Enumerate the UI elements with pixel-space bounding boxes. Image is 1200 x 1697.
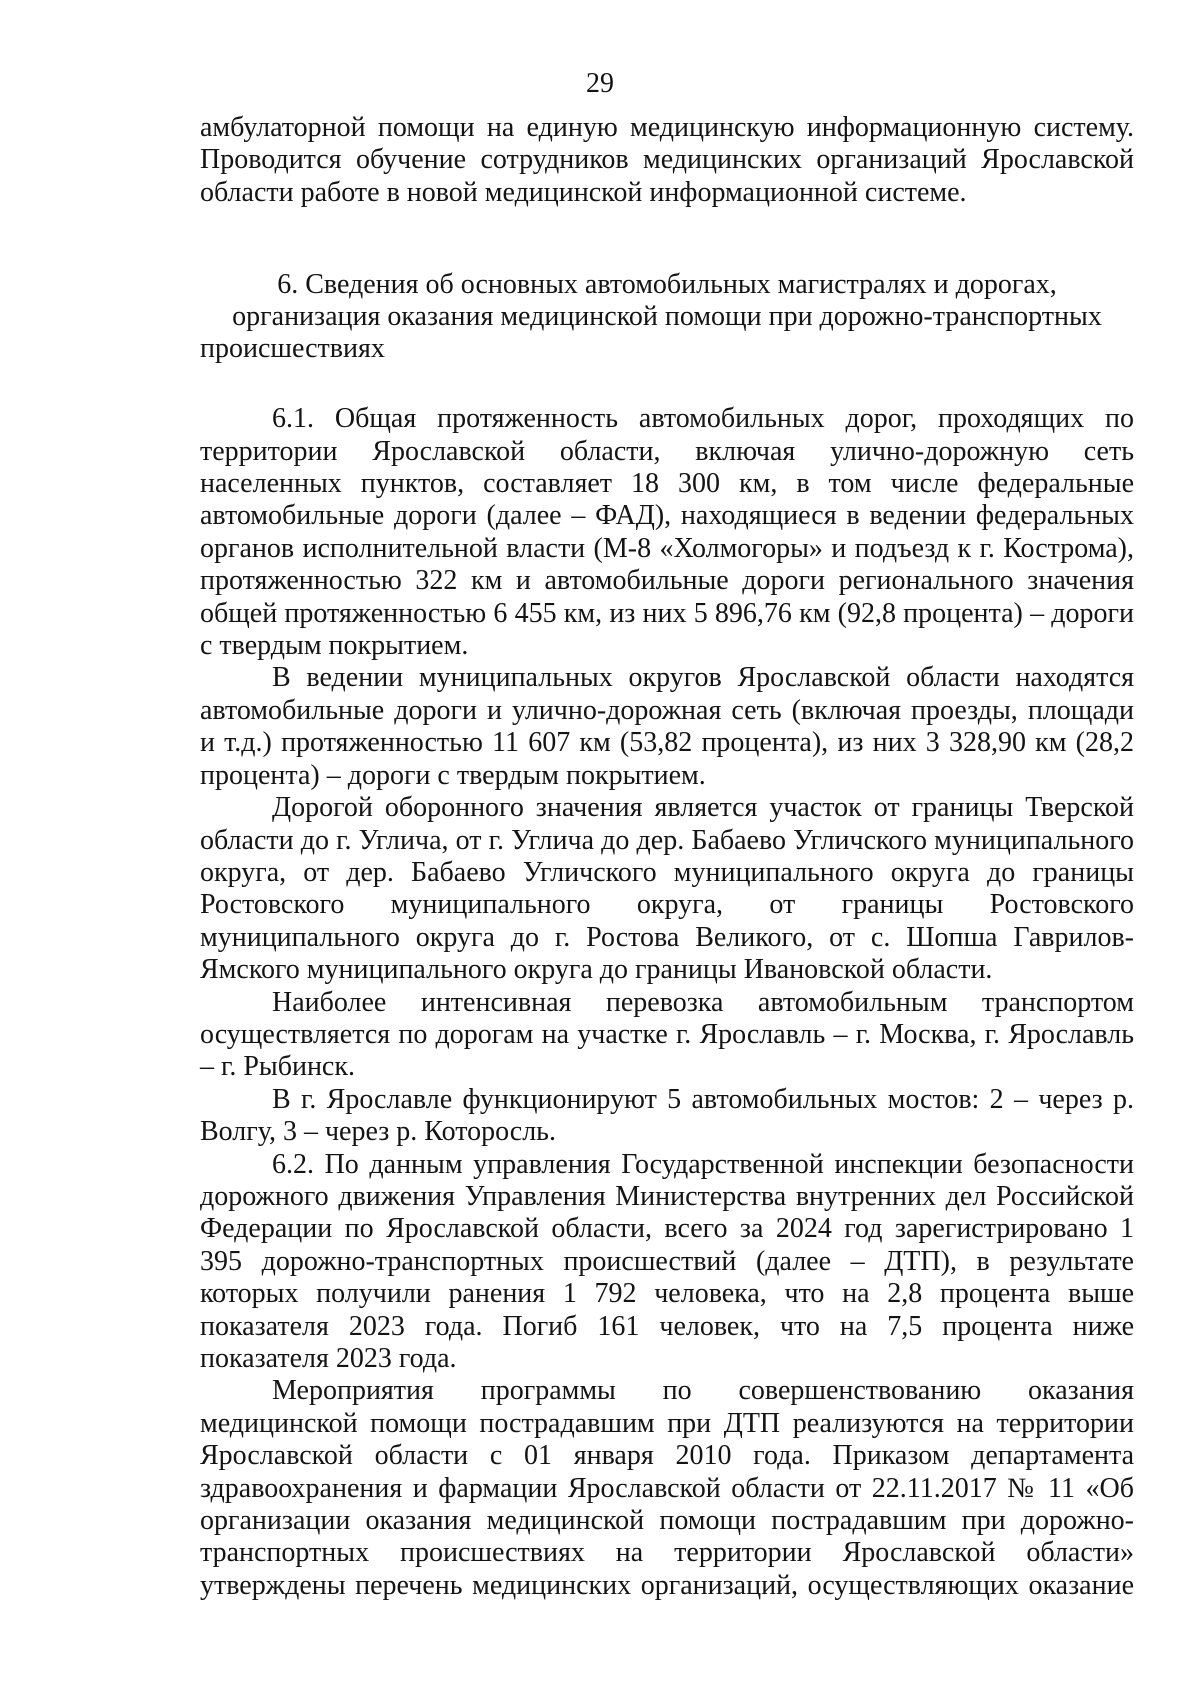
paragraph-municipal-roads: В ведении муниципальных округов Ярославской области находятся автомобильные дороги и улично-дорожная сеть (включая проезды, площади и т.д.) протяженностью 11 607 км (53,82 процента), из них 3 328,90 км (28,2 процента) – дороги с твердым покрытием. xyxy=(200,662,1134,791)
paragraph-road-length: 6.1. Общая протяженность автомобильных дорог, проходящих по территории Ярославской области, включая улично-дорожную сеть населенных пунктов, составляет 18 300 км, в том числе федеральные автомобильные дороги (далее – ФАД), находящиеся в ведении федеральных органов исполнительной власти (М-8 «Холмогоры» и подъезд к г. Кострома), протяженностью 322 км и автомобильные дороги регионального значения общей протяженностью 6 455 км, из них 5 896,76 км (92,8 процента) – дороги с твердым покрытием. xyxy=(200,403,1134,662)
document-body xyxy=(200,112,1134,1602)
paragraph-intensive-traffic: Наиболее интенсивная перевозка автомобильным транспортом осуществляется по дорогам на участке г. Ярославль – г. Москва, г. Ярославль – г. Рыбинск. xyxy=(200,986,1134,1083)
page-number: 29 xyxy=(586,68,614,99)
paragraph-accident-statistics: 6.2. По данным управления Государственной инспекции безопасности дорожного движения Управления Министерства внутренних дел Российской Федерации по Ярославской области, всего за 2024 год зарегистрировано 1 395 дорожно-транспортных происшествий (далее – ДТП), в результате которых получили ранения 1 792 человека, что на 2,8 процента выше показателя 2023 года. Погиб 161 человек, что на 7,5 процента ниже показателя 2023 года. xyxy=(200,1148,1134,1374)
intro-paragraph: амбулаторной помощи на единую медицинскую информационную систему. Проводится обучение сотрудников медицинских организаций Ярославской области работе в новой медицинской информационной системе. xyxy=(200,112,1134,208)
section-heading: 6. Сведения об основных автомобильных магистралях и дорогах, организация оказания медицинской помощи при дорожно-транспортных происшествиях xyxy=(200,269,1102,365)
paragraph-defense-road: Дорогой оборонного значения является участок от границы Тверской области до г. Углича, от г. Углича до дер. Бабаево Угличского муниципального округа, от дер. Бабаево Угличского муниципального округа до границы Ростовского муниципального округа, от границы Ростовского муниципального округа до г. Ростова Великого, от с. Шопша Гаврилов-Ямского муниципального округа до границы Ивановской области. xyxy=(200,792,1134,986)
paragraph-program-measures: Мероприятия программы по совершенствованию оказания медицинской помощи пострадавшим при ДТП реализуются на территории Ярославской области с 01 января 2010 года. Приказом департамента здравоохранения и фармации Ярославской области от 22.11.2017 № 11 «Об организации оказания медицинской помощи пострадавшим при дорожно-транспортных происшествиях на территории Ярославской области» утверждены перечень медицинских организаций, осуществляющих оказание xyxy=(200,1375,1134,1601)
paragraph-bridges: В г. Ярославле функционируют 5 автомобильных мостов: 2 – через р. Волгу, 3 – через р. Которосль. xyxy=(200,1083,1134,1148)
